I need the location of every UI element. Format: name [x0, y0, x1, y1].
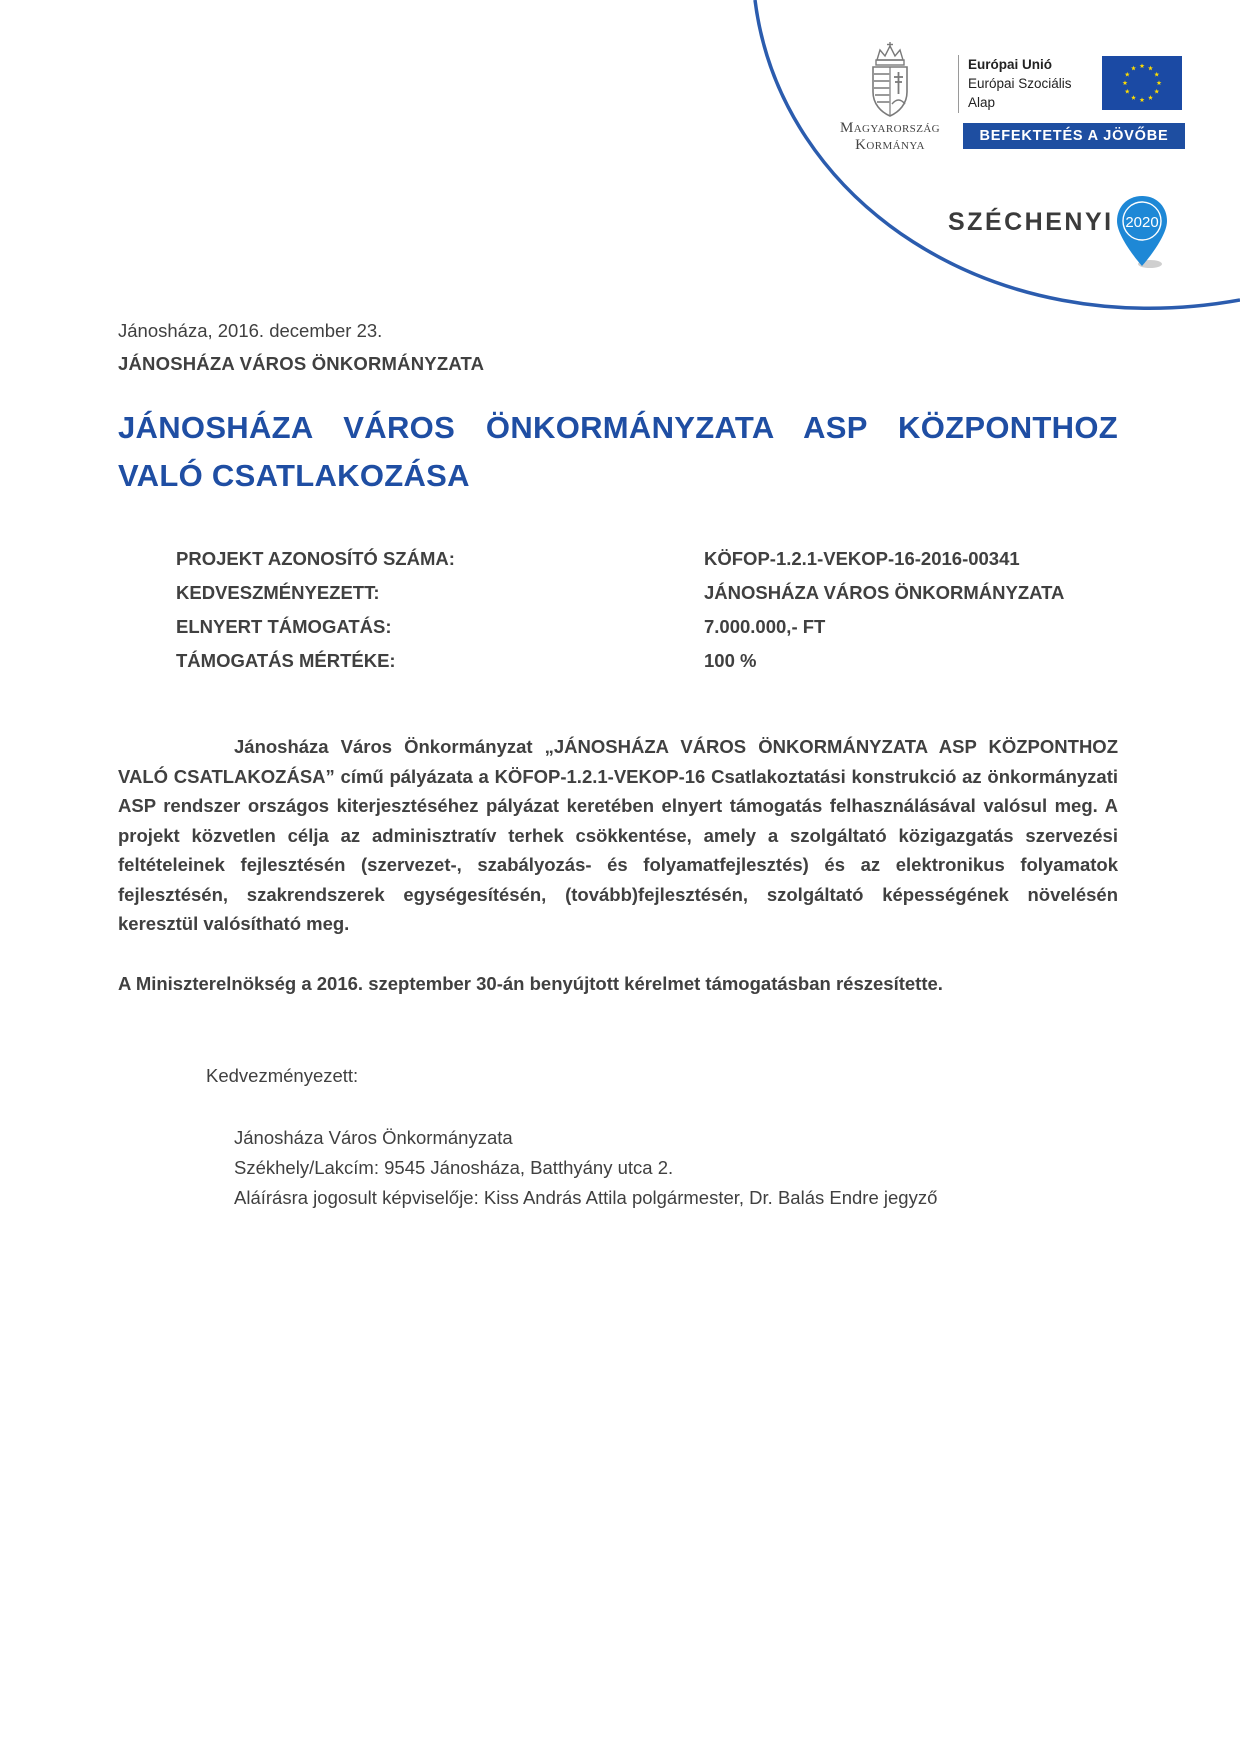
place-and-date: Jánosháza, 2016. december 23.: [118, 320, 383, 341]
szechenyi-word: SZÉCHENYI: [948, 208, 1114, 236]
project-description-paragraph: Jánosháza Város Önkormányzat „JÁNOSHÁZA VÁROS ÖNKORMÁNYZATA ASP KÖZPONTHOZ VALÓ CSATLAKOZÁSA” című pályázata a KÖFOP-1.2.1-VEKOP-16 Csatlakoztatási konstrukció az önkormányzati ASP rendszer országos kiterjesztéséhez pályázat keretében elnyert támogatás felhasználásával valósul meg. A projekt közvetlen célja az adminisztratív terhek csökkentése, amely a szolgáltató közigazgatás szervezési feltételeinek fejlesztésén (szervezet-, szabályozás- és folyamatfejlesztés) és az elektronikus folyamatok fejlesztésén, szakrendszerek egységesítésén, (tovább)fejlesztésén, szolgáltató képességének növelésén keresztül valósítható meg.: [118, 736, 1118, 934]
info-label: ELNYERT TÁMOGATÁS:: [176, 616, 392, 637]
info-label: KEDVESZMÉNYEZETT:: [176, 582, 380, 603]
szechenyi-year: 2020: [1125, 214, 1159, 231]
approval-paragraph: A Miniszterelnökség a 2016. szeptember 30-án benyújtott kérelmet támogatásban részesítette.: [118, 973, 943, 994]
info-value: 100 %: [704, 650, 757, 671]
eu-flag-icon: [1102, 56, 1182, 110]
document-title-line-2: VALÓ CSATLAKOZÁSA: [118, 458, 470, 493]
document-title-line-1: JÁNOSHÁZA VÁROS ÖNKORMÁNYZATA ASP KÖZPONTHOZ: [118, 410, 1118, 445]
beneficiary-signatory: Aláírásra jogosult képviselője: Kiss András Attila polgármester, Dr. Balás Endre jegyző: [234, 1187, 938, 1208]
header-arc-decoration: [0, 0, 1240, 360]
gov-logo-line-2: Kormánya: [855, 137, 925, 153]
info-value: JÁNOSHÁZA VÁROS ÖNKORMÁNYZATA: [704, 582, 1065, 603]
map-pin-icon: [1114, 194, 1170, 270]
info-row: [176, 576, 1136, 610]
info-label: PROJEKT AZONOSÍTÓ SZÁMA:: [176, 548, 455, 569]
eu-line-2: Európai Szociális: [968, 76, 1072, 91]
info-label: TÁMOGATÁS MÉRTÉKE:: [176, 650, 396, 671]
info-row: [176, 610, 1136, 644]
organization-name: JÁNOSHÁZA VÁROS ÖNKORMÁNYZATA: [118, 353, 485, 374]
info-row: [176, 542, 1136, 576]
project-info-table: [176, 542, 1136, 678]
beneficiary-label: Kedvezményezett:: [206, 1065, 359, 1086]
szechenyi-2020-logo: [948, 196, 1208, 276]
hungarian-government-logo: [830, 42, 950, 154]
eu-banner: BEFEKTETÉS A JÖVŐBE: [963, 123, 1185, 149]
gov-logo-line-1: Magyarország: [839, 120, 941, 136]
info-value: 7.000.000,- FT: [704, 616, 826, 637]
beneficiary-name: Jánosháza Város Önkormányzata: [234, 1127, 513, 1148]
eu-text: [968, 55, 1072, 112]
info-value: KÖFOP-1.2.1-VEKOP-16-2016-00341: [704, 548, 1020, 569]
beneficiary-address: Székhely/Lakcím: 9545 Jánosháza, Batthyány utca 2.: [234, 1157, 674, 1178]
coat-of-arms-icon: [865, 42, 915, 118]
eu-separator: [958, 55, 959, 113]
eu-title: Európai Unió: [968, 57, 1052, 72]
document-title: [118, 404, 1118, 500]
info-row: [176, 644, 1136, 678]
beneficiary-details: [234, 1123, 937, 1213]
eu-line-3: Alap: [968, 95, 996, 110]
